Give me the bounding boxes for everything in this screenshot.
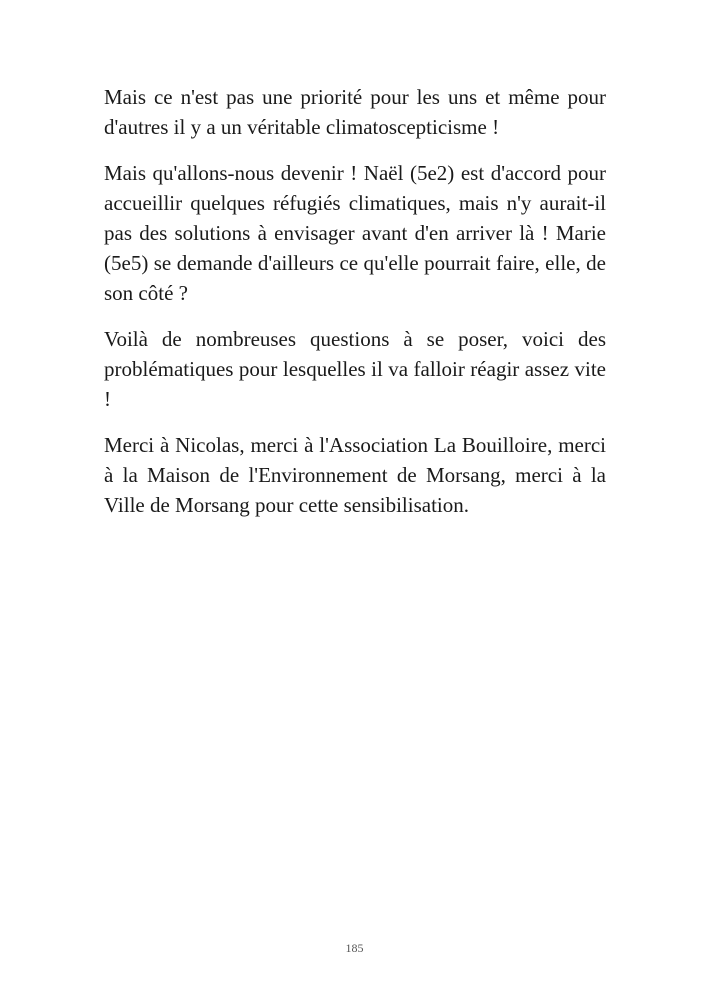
page-body [104, 82, 606, 536]
paragraph-climate-refugees: Mais qu'allons-nous devenir ! Naël (5e2) est d'accord pour accueillir quelques réfugiés climatiques, mais n'y aurait-il pas des solutions à envisager avant d'en arriver là ! Marie (5e5) se demande d'ailleurs ce qu'elle pourrait faire, elle, de son côté ? [104, 161, 606, 305]
paragraph-acknowledgements: Merci à Nicolas, merci à l'Association La Bouilloire, merci à la Maison de l'Environnement de Morsang, merci à la Ville de Morsang pour cette sensibilisation. [104, 433, 606, 517]
paragraph-climatoscepticism: Mais ce n'est pas une priorité pour les uns et même pour d'autres il y a un véritable climatoscepticisme ! [104, 85, 606, 139]
paragraph-questions: Voilà de nombreuses questions à se poser, voici des problématiques pour lesquelles il va falloir réagir assez vite ! [104, 327, 606, 411]
page-number: 185 [345, 941, 364, 955]
